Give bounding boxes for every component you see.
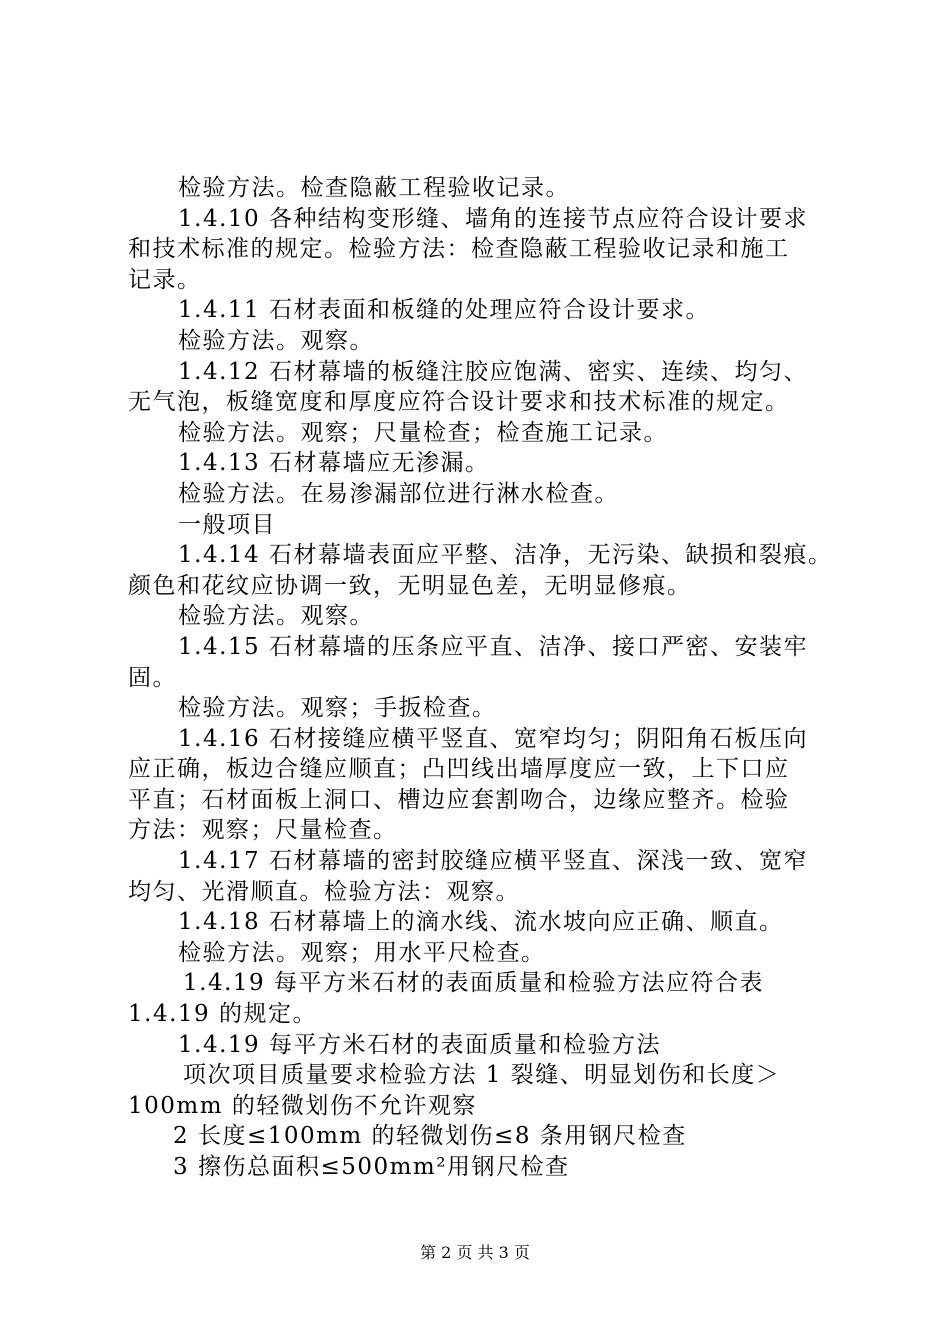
text-line: 1.4.13 石材幕墙应无渗漏。: [178, 450, 490, 477]
table-title: 1.4.19 每平方米石材的表面质量和检验方法: [178, 1031, 661, 1058]
text-line: 检验方法。观察。: [178, 603, 374, 630]
section-heading: 一般项目: [178, 511, 276, 538]
text-line: 记录。: [128, 266, 202, 293]
table-row: 100mm 的轻微划伤不允许观察: [128, 1092, 477, 1119]
text-line: 1.4.19 每平方米石材的表面质量和检验方法应符合表: [183, 970, 764, 997]
text-line: 1.4.17 石材幕墙的密封胶缝应横平竖直、深浅一致、宽窄: [178, 848, 808, 875]
table-row: 3 擦伤总面积≤500mm²用钢尺检查: [173, 1154, 570, 1180]
text-line: 无气泡，板缝宽度和厚度应符合设计要求和技术标准的规定。: [128, 389, 790, 416]
text-line: 1.4.15 石材幕墙的压条应平直、洁净、接口严密、安装牢: [178, 633, 808, 660]
text-line: 检验方法。观察；用水平尺检查。: [178, 939, 546, 966]
text-line: 和技术标准的规定。检验方法：检查隐蔽工程验收记录和施工: [128, 236, 790, 263]
text-line: 检验方法。检查隐蔽工程验收记录。: [178, 175, 570, 201]
text-line: 1.4.11 石材表面和板缝的处理应符合设计要求。: [178, 297, 710, 324]
text-line: 1.4.12 石材幕墙的板缝注胶应饱满、密实、连续、均匀、: [178, 358, 808, 385]
table-row: 2 长度≤100mm 的轻微划伤≤8 条用钢尺检查: [173, 1123, 687, 1150]
page-footer: [0, 1243, 950, 1263]
text-line: 检验方法。观察；尺量检查；检查施工记录。: [178, 419, 668, 446]
text-line: 检验方法。在易渗漏部位进行淋水检查。: [178, 480, 619, 507]
text-line: 1.4.19 的规定。: [128, 1001, 317, 1028]
table-row: 项次项目质量要求检验方法 1 裂缝、明显划伤和长度＞: [183, 1062, 781, 1089]
text-line: 1.4.14 石材幕墙表面应平整、洁净，无污染、缺损和裂痕。: [178, 542, 833, 569]
text-line: 1.4.16 石材接缝应横平竖直、宽窄均匀；阴阳角石板压向: [178, 725, 808, 752]
text-line: 平直；石材面板上洞口、槽边应套割吻合，边缘应整齐。检验: [128, 786, 790, 813]
page-number: 第 2 页 共 3 页: [420, 1243, 530, 1262]
document-body: [128, 173, 838, 1183]
text-line: 检验方法。观察；手扳检查。: [178, 695, 497, 722]
text-line: 固。: [128, 664, 177, 691]
text-line: 均匀、光滑顺直。检验方法：观察。: [128, 878, 520, 905]
text-line: 1.4.18 石材幕墙上的滴水线、流水坡向应正确、顺直。: [178, 909, 784, 936]
text-line: 颜色和花纹应协调一致，无明显色差，无明显修痕。: [128, 572, 692, 599]
text-line: 1.4.10 各种结构变形缝、墙角的连接节点应符合设计要求: [178, 205, 808, 232]
text-line: 应正确，板边合缝应顺直；凸凹线出墙厚度应一致，上下口应: [128, 756, 790, 783]
text-line: 方法：观察；尺量检查。: [128, 817, 398, 844]
text-line: 检验方法。观察。: [178, 327, 374, 354]
